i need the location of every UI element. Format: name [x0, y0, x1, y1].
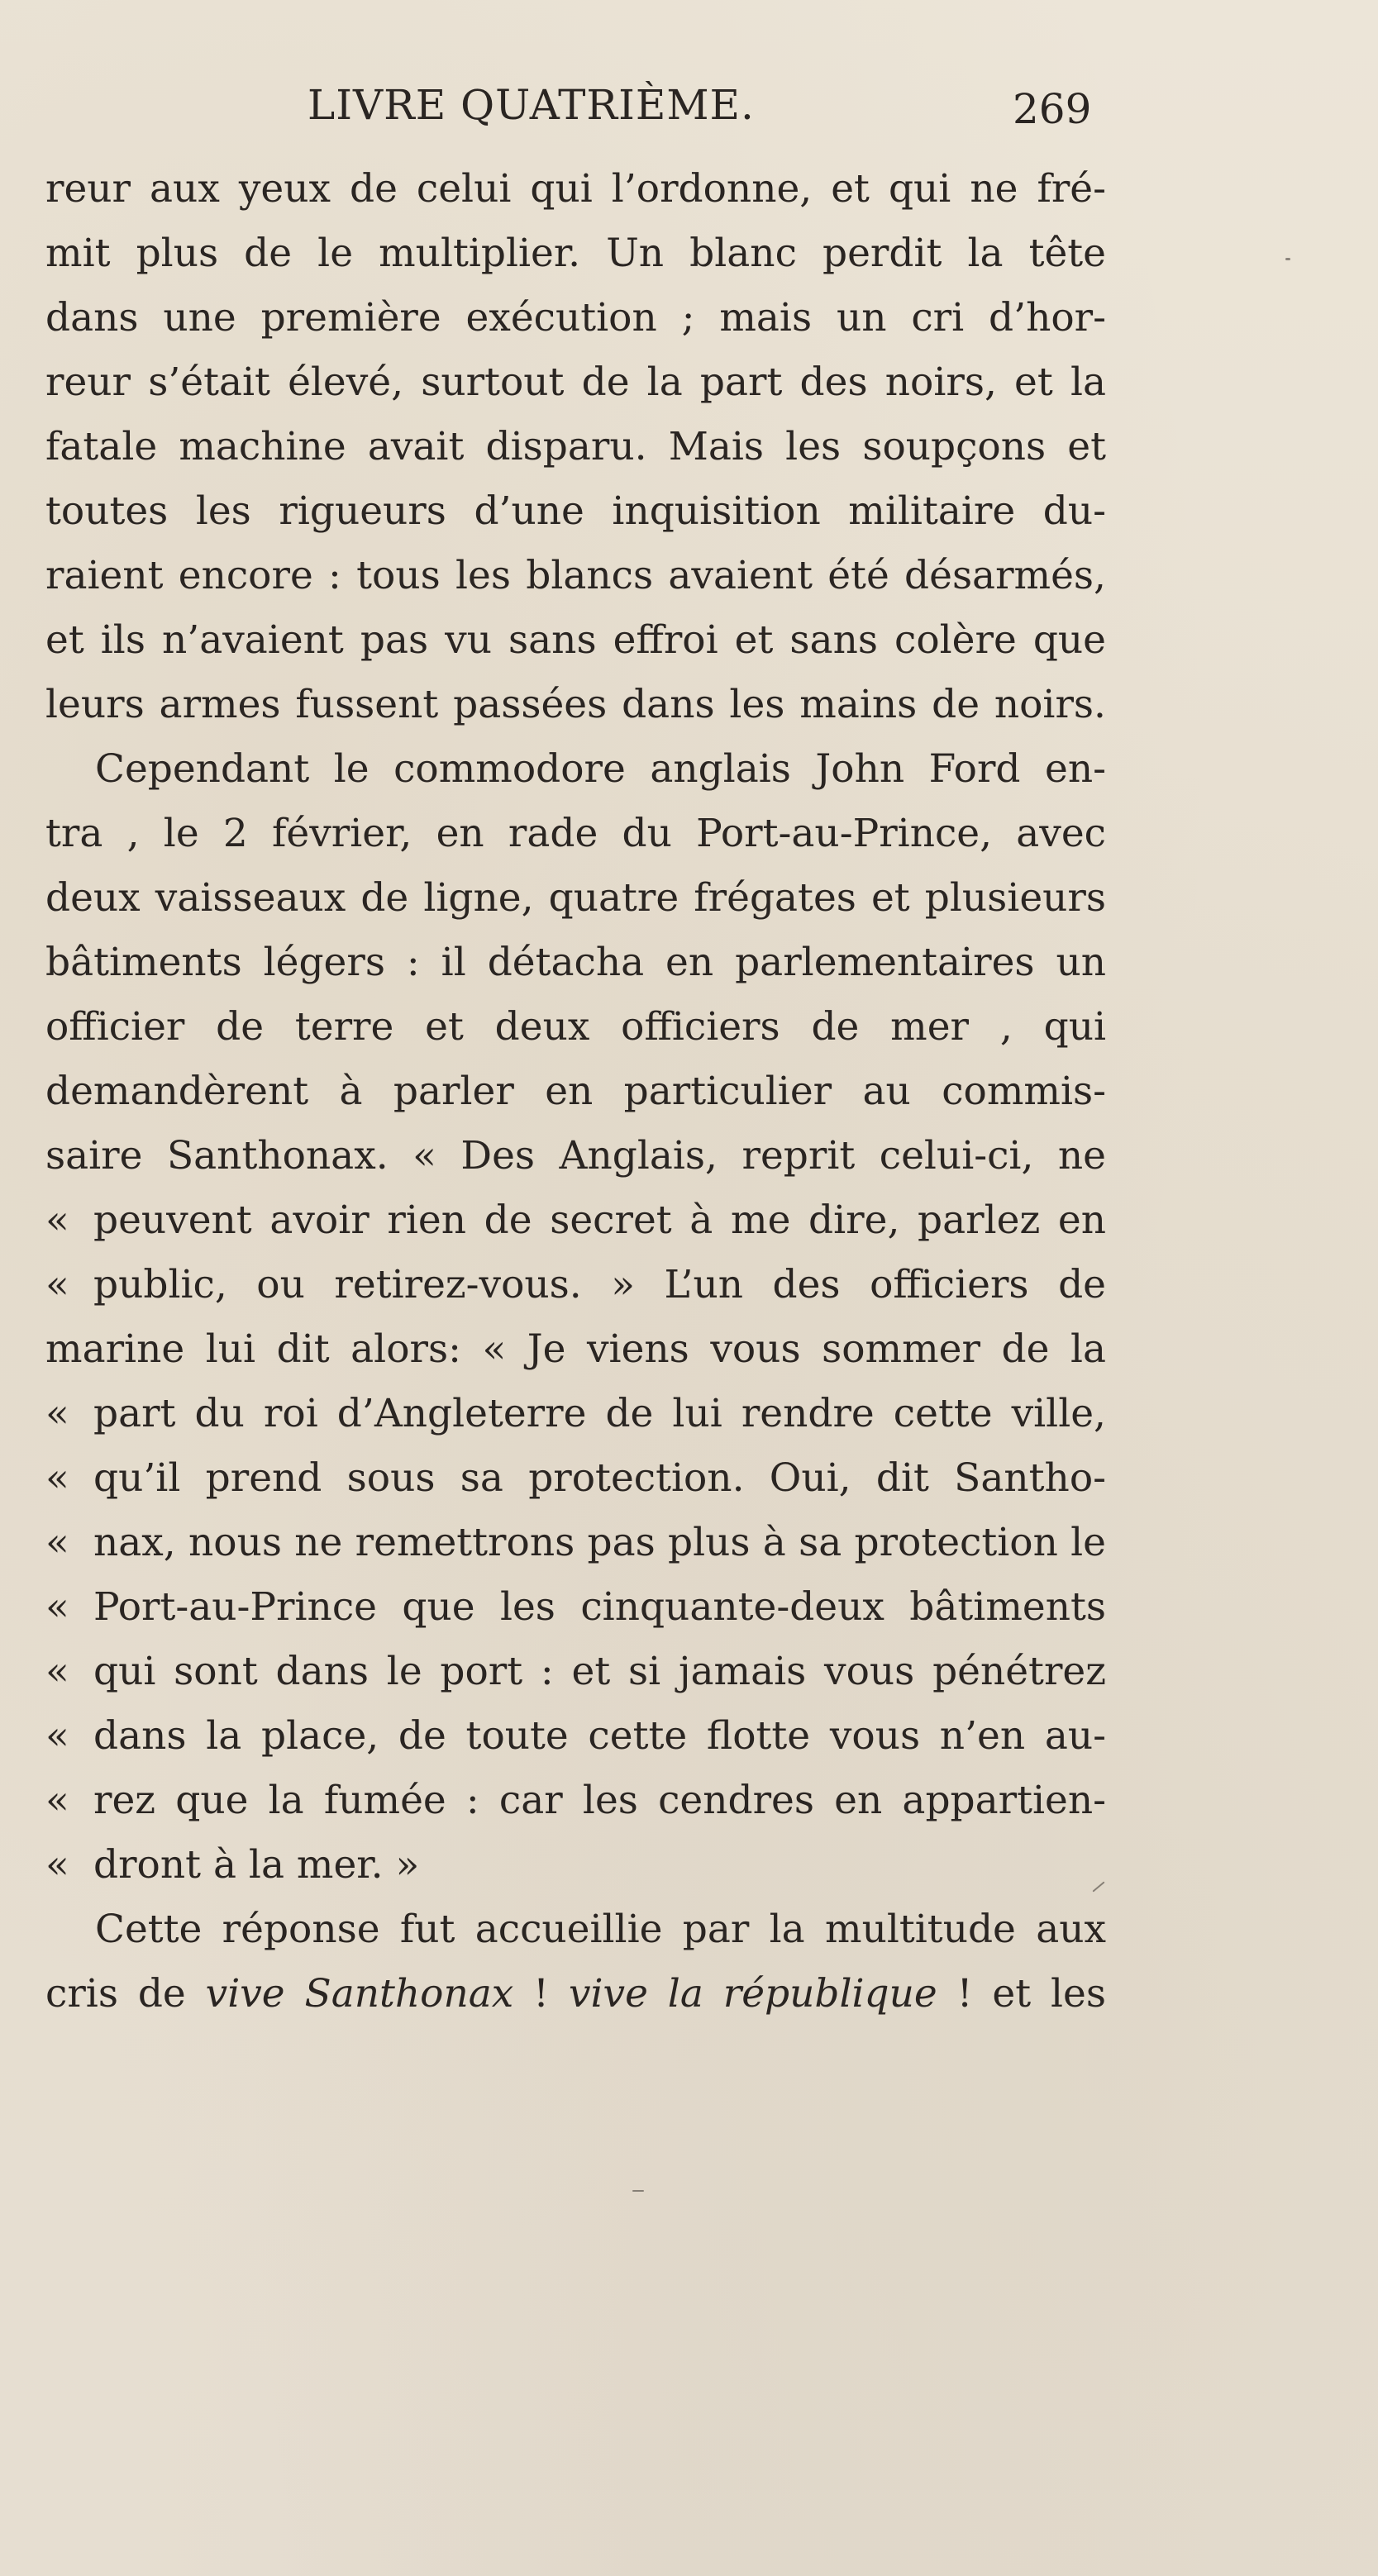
page-number: 269: [1013, 85, 1092, 133]
quoted-line: « dront à la mer. »: [45, 1833, 1106, 1897]
text-line: leurs armes fussent passées dans les mains de noirs.: [45, 682, 1106, 727]
quote-mark: «: [45, 1584, 69, 1630]
quoted-line: « Port-au-Prince que les cinquante-deux bâtiments: [45, 1575, 1106, 1640]
quoted-line: « rez que la fumée : car les cendres en appartien-: [45, 1769, 1106, 1833]
quote-mark: «: [45, 1649, 69, 1694]
quote-mark: «: [45, 1842, 69, 1888]
italic-phrase: vive Santhonax: [205, 1971, 514, 2017]
quote-mark: «: [45, 1262, 69, 1307]
quoted-line: « public, ou retirez-vous. » L’un des officiers de: [45, 1253, 1106, 1317]
text-line: bâtiments légers : il détacha en parlementaires un: [45, 940, 1106, 985]
quoted-line: « qu’il prend sous sa protection. Oui, dit Santho-: [45, 1446, 1106, 1511]
quoted-line: « peuvent avoir rien de secret à me dire, parlez en: [45, 1188, 1106, 1253]
body-text: [45, 157, 1106, 2026]
text-line: reur aux yeux de celui qui l’ordonne, et qui ne fré-: [45, 166, 1106, 212]
italic-phrase: vive la république: [568, 1971, 937, 2017]
quote-mark: «: [45, 1198, 69, 1243]
text-line: marine lui dit alors: « Je viens vous sommer de la: [45, 1326, 1106, 1372]
text-line: et ils n’avaient pas vu sans effroi et sans colère que: [45, 617, 1106, 663]
quoted-line: « qui sont dans le port : et si jamais vous pénétrez: [45, 1640, 1106, 1704]
text-line: raient encore : tous les blancs avaient été désarmés,: [45, 553, 1106, 598]
text-line-with-italics: cris de vive Santhonax ! vive la république ! et les: [45, 1971, 1106, 2017]
paragraph-start-line: Cette réponse fut accueillie par la multitude aux: [95, 1907, 1106, 1952]
paragraph-start-line: Cependant le commodore anglais John Ford en-: [95, 746, 1106, 792]
text-line: deux vaisseaux de ligne, quatre frégates et plusieurs: [45, 875, 1106, 921]
quoted-line: « nax, nous ne remettrons pas plus à sa protection le: [45, 1511, 1106, 1575]
text-line: fatale machine avait disparu. Mais les soupçons et: [45, 424, 1106, 469]
paper-speck: [632, 2190, 644, 2192]
text-line: officier de terre et deux officiers de mer , qui: [45, 1004, 1106, 1050]
text-line: dans une première exécution ; mais un cri d’hor-: [45, 295, 1106, 340]
running-head: LIVRE QUATRIÈME.: [308, 81, 755, 129]
quote-mark: «: [45, 1455, 69, 1501]
text-line: tra , le 2 février, en rade du Port-au-Prince, avec: [45, 811, 1106, 856]
paper-speck: [1285, 258, 1290, 260]
quoted-line: « dans la place, de toute cette flotte vous n’en au-: [45, 1704, 1106, 1769]
quote-mark: «: [45, 1713, 69, 1759]
text-line: toutes les rigueurs d’une inquisition militaire du-: [45, 488, 1106, 534]
quote-mark: «: [45, 1520, 69, 1565]
quote-mark: «: [45, 1391, 69, 1436]
quoted-line: « part du roi d’Angleterre de lui rendre cette ville,: [45, 1382, 1106, 1446]
text-line: demandèrent à parler en particulier au commis-: [45, 1069, 1106, 1114]
text-line: mit plus de le multiplier. Un blanc perdit la tête: [45, 231, 1106, 276]
text-line: reur s’était élevé, surtout de la part des noirs, et la: [45, 359, 1106, 405]
text-line: saire Santhonax. « Des Anglais, reprit celui-ci, ne: [45, 1133, 1106, 1178]
quote-mark: «: [45, 1778, 69, 1823]
